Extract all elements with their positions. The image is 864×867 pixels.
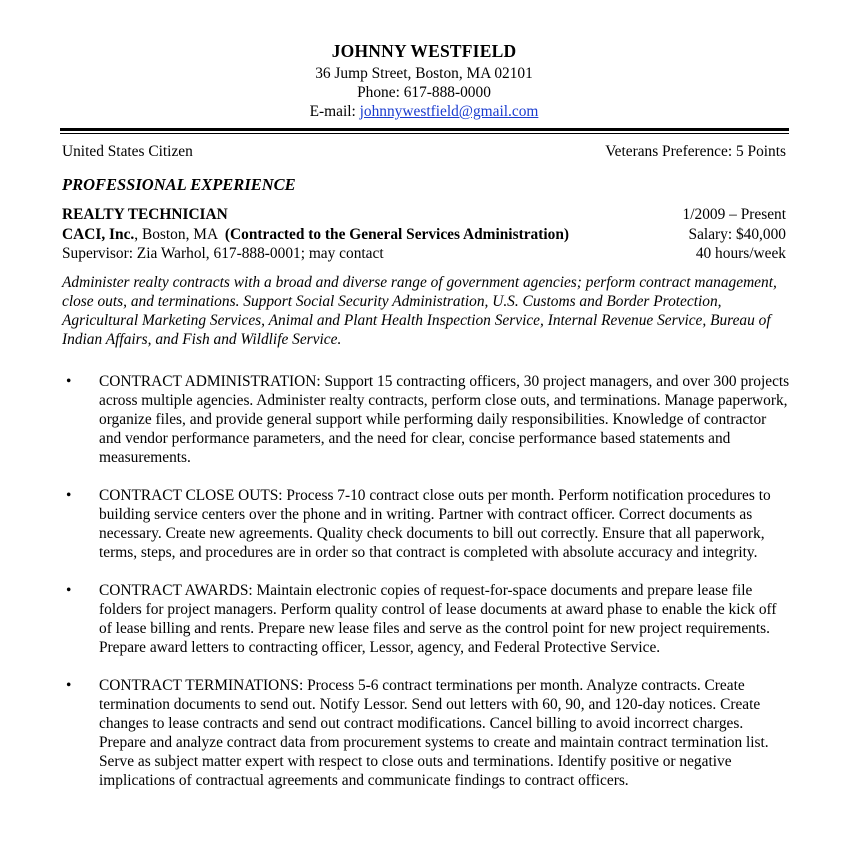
job-title: REALTY TECHNICIAN <box>62 206 228 223</box>
list-item <box>62 372 790 467</box>
company-name: CACI, Inc. <box>62 226 135 243</box>
citizenship: United States Citizen <box>62 143 193 160</box>
meta-row <box>62 142 786 161</box>
job-title-row <box>62 205 786 224</box>
bullet-icon: • <box>66 373 72 390</box>
section-title: PROFESSIONAL EXPERIENCE <box>62 175 296 194</box>
header-rule-thin <box>60 133 789 134</box>
employer-row <box>62 225 786 244</box>
list-item <box>62 581 790 657</box>
phone-number: Phone: 617-888-0000 <box>357 84 491 101</box>
email-link[interactable]: johnnywestfield@gmail.com <box>359 103 539 120</box>
veterans-preference: Veterans Preference: 5 Points <box>605 143 786 160</box>
duty-text: CONTRACT AWARDS: Maintain electronic copies of request-for-space documents and prepare lease file folders for project managers. Perform quality control of lease documents at award phase to enable the kick off of lease billing and rents. Prepare new lease files and serve as the control point for new project requirements. Prepare award letters to contracting officer, Lessor, agency, and Federal Protective Service. <box>99 582 777 656</box>
street-address: 36 Jump Street, Boston, MA 02101 <box>315 65 533 82</box>
bullet-icon: • <box>66 582 72 599</box>
supervisor: Supervisor: Zia Warhol, 617-888-0001; may contact <box>62 245 384 262</box>
supervisor-row <box>62 244 786 263</box>
job-summary: Administer realty contracts with a broad and diverse range of government agencies; perform contract management, close outs, and terminations. Support Social Security Administration, U.S. Customs and Border Protection, Agricultural Marketing Services, Animal and Plant Health Inspection Service, Internal Revenue Service, Bureau of Indian Affairs, and Fish and Wildlife Service. <box>62 274 777 348</box>
duty-text: CONTRACT TERMINATIONS: Process 5-6 contract terminations per month. Analyze contracts. Create termination documents to send out. Notify Lessor. Send out letters with 60, 90, and 120-day notices. Create changes to lease contracts and send out contract modifications. Cancel billing to avoid incorrect charges. Prepare and analyze contract data from procurement systems to create and maintain contract termination list. Serve as subject matter expert with respect to close outs and terminations. Identify positive or negative implications of contractual agreements and communicate findings to contract officers. <box>99 677 769 789</box>
email-label: E-mail: <box>309 103 360 120</box>
header-rule-thick <box>60 128 789 131</box>
bullet-icon: • <box>66 677 72 694</box>
email-line <box>0 102 848 121</box>
duty-text: CONTRACT CLOSE OUTS: Process 7-10 contract close outs per month. Perform notification procedures to building service centers over the phone and in writing. Partner with contract officer. Correct documents as necessary. Create new agreements. Quality check documents to bill out correctly. Ensure that all paperwork, terms, steps, and procedures are in order so that contract is completed with absolute accuracy and integrity. <box>99 487 771 561</box>
list-item <box>62 676 790 790</box>
candidate-name: JOHNNY WESTFIELD <box>331 41 517 61</box>
bullet-icon: • <box>66 487 72 504</box>
duty-list <box>62 372 790 790</box>
salary: Salary: $40,000 <box>688 226 786 243</box>
contract-note: (Contracted to the General Services Administration) <box>224 226 570 243</box>
job-dates: 1/2009 – Present <box>682 206 786 223</box>
list-item <box>62 486 790 562</box>
duty-text: CONTRACT ADMINISTRATION: Support 15 contracting officers, 30 project managers, and over 300 projects across multiple agencies. Administer realty contracts, perform close outs, and terminations. Manage paperwork, organize files, and provide general support while performing daily responsibilities. Knowledge of contractor and vendor performance parameters, and the need for clear, concise performance based statements and measurements. <box>99 373 790 466</box>
company-location: , Boston, MA <box>134 226 225 243</box>
work-hours: 40 hours/week <box>695 245 786 262</box>
